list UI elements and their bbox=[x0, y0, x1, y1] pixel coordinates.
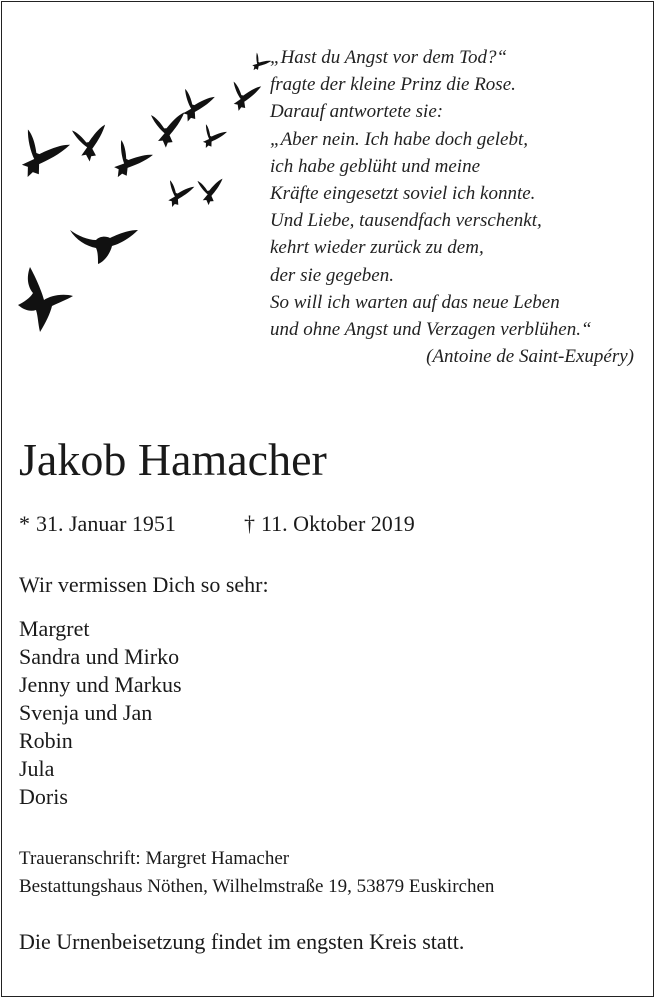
cross-icon: † bbox=[244, 511, 255, 536]
poem-line: fragte der kleine Prinz die Rose. bbox=[270, 74, 516, 96]
death-date-text: 11. Oktober 2019 bbox=[261, 511, 415, 536]
dove-medium-icon bbox=[70, 230, 138, 264]
birth-symbol: * bbox=[19, 511, 30, 536]
poem-line: Kräfte eingesetzt soviel ich konnte. bbox=[270, 183, 536, 205]
poem-attribution: (Antoine de Saint-Exupéry) bbox=[426, 346, 634, 368]
poem-line: ich habe geblüht und meine bbox=[270, 155, 481, 177]
bird-flock-icon bbox=[13, 53, 272, 212]
family-list bbox=[19, 615, 182, 811]
poem-line: So will ich warten auf das neue Leben bbox=[270, 291, 560, 313]
birth-date-text: 31. Januar 1951 bbox=[36, 511, 176, 536]
quote-poem bbox=[270, 44, 650, 370]
family-member: Robin bbox=[19, 728, 73, 753]
poem-line: „Aber nein. Ich habe doch gelebt, bbox=[270, 128, 529, 150]
dove-large-icon bbox=[18, 267, 73, 332]
family-member: Margret bbox=[19, 616, 90, 641]
deceased-name: Jakob Hamacher bbox=[19, 434, 327, 485]
family-member: Doris bbox=[19, 784, 68, 809]
poem-line: Und Liebe, tausendfach verschenkt, bbox=[270, 210, 542, 232]
condolence-message: Wir vermissen Dich so sehr: bbox=[19, 572, 269, 597]
poem-line: Darauf antwortete sie: bbox=[270, 101, 444, 123]
family-member: Sandra und Mirko bbox=[19, 644, 180, 669]
death-date bbox=[244, 510, 415, 538]
poem-line: der sie gegeben. bbox=[270, 264, 394, 286]
address-line-1: Traueranschrift: Margret Hamacher bbox=[19, 848, 290, 869]
closing-note: Die Urnenbeisetzung findet im engsten Kreis statt. bbox=[19, 929, 465, 954]
family-member: Svenja und Jan bbox=[19, 700, 153, 725]
poem-line: „Hast du Angst vor dem Tod?“ bbox=[270, 47, 508, 68]
poem-line: und ohne Angst und Verzagen verblühen.“ bbox=[270, 319, 592, 341]
family-member: Jenny und Markus bbox=[19, 672, 182, 697]
address-line-2: Bestattungshaus Nöthen, Wilhelmstraße 19, 53879 Euskirchen bbox=[19, 876, 495, 897]
birth-date bbox=[19, 510, 176, 538]
poem-line: kehrt wieder zurück zu dem, bbox=[270, 237, 484, 259]
family-member: Jula bbox=[19, 756, 55, 781]
mourning-address bbox=[19, 845, 494, 901]
